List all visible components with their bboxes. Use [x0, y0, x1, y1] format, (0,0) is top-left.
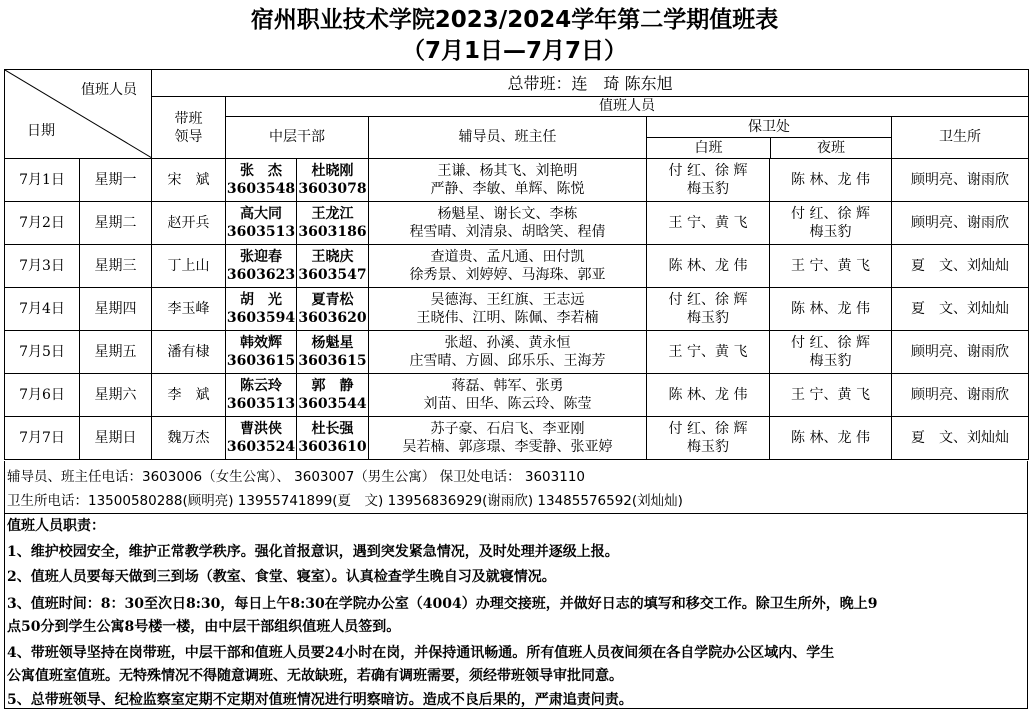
row-day-shift-line-2: 梅玉豹	[687, 439, 729, 455]
row-night-shift-line-2: 梅玉豹	[809, 353, 852, 369]
row-cadre-1-line-2: 3603623	[226, 267, 296, 283]
row-cadre-2	[297, 202, 369, 245]
row-cadre-1-line-2: 3603548	[226, 181, 296, 197]
row-clinic	[892, 202, 1029, 245]
row-date	[5, 159, 80, 202]
row-cadre-1	[226, 288, 297, 331]
row-clinic	[892, 159, 1029, 202]
duties-heading: 值班人员职责：	[7, 518, 105, 534]
row-counselors-line-2: 徐秀景、刘婷婷、马海珠、郭亚	[409, 267, 606, 283]
row-date	[5, 331, 80, 374]
row-cadre-2	[297, 374, 369, 417]
row-night-shift-line-1: 付 红、徐 辉	[791, 335, 870, 351]
row-date-line-1: 7月6日	[19, 387, 65, 403]
row-counselors-line-2: 程雪晴、刘清泉、胡晗笑、程倩	[409, 224, 606, 240]
row-cadre-1-line-1: 韩效辉	[240, 335, 282, 351]
row-day-shift-line-1: 付 红、徐 辉	[668, 163, 748, 179]
row-cadre-1	[226, 417, 297, 460]
row-counselors-line-1: 杨魁星、谢长文、李栋	[437, 206, 578, 222]
row-weekday-line-1: 星期一	[94, 172, 137, 188]
row-counselors	[369, 417, 647, 460]
row-day-shift	[647, 331, 770, 374]
row-cadre-1-line-1: 张迎春	[240, 249, 282, 265]
row-cadre-1-line-1: 陈云玲	[240, 378, 282, 394]
row-cadre-1-line-1: 高大同	[240, 206, 282, 222]
row-counselors-line-2: 吴若楠、郭彦璟、李雯静、张亚婷	[402, 439, 613, 455]
row-counselors-line-2: 王晓伟、江明、陈佩、李若楠	[416, 310, 599, 326]
duty-row	[5, 331, 1029, 374]
row-clinic-line-1: 夏 文、刘灿灿	[911, 430, 1010, 446]
row-date-line-1: 7月7日	[19, 430, 65, 446]
row-night-shift	[770, 417, 892, 460]
row-cadre-2-line-2: 3603544	[298, 396, 367, 412]
row-weekday-line-1: 星期二	[94, 215, 137, 231]
row-cadre-1	[226, 159, 297, 202]
row-day-shift	[647, 374, 770, 417]
duty-row	[5, 288, 1029, 331]
row-counselors-line-1: 张超、孙溪、黄永恒	[444, 335, 571, 351]
header-leader: 带班领导	[152, 97, 226, 159]
row-leader-line-1: 赵开兵	[167, 215, 210, 231]
header-clinic: 卫生所	[892, 117, 1029, 159]
row-night-shift-line-1: 付 红、徐 辉	[791, 206, 870, 222]
row-weekday	[80, 288, 152, 331]
row-date	[5, 374, 80, 417]
row-day-shift	[647, 245, 770, 288]
row-leader	[152, 374, 226, 417]
header-middle-cadre: 中层干部	[226, 117, 369, 159]
row-weekday	[80, 374, 152, 417]
row-day-shift-line-1: 王 宁、黄 飞	[668, 344, 748, 360]
row-leader	[152, 245, 226, 288]
header-diagonal-cell	[5, 70, 152, 159]
row-weekday-line-1: 星期三	[94, 258, 137, 274]
row-night-shift-line-1: 陈 林、龙 伟	[791, 430, 870, 446]
row-day-shift-line-1: 付 红、徐 辉	[668, 292, 748, 308]
row-cadre-1-line-1: 曹洪侠	[240, 421, 282, 437]
row-cadre-2-line-2: 3603610	[298, 439, 367, 455]
row-day-shift-line-1: 陈 林、龙 伟	[668, 387, 748, 403]
row-cadre-2-line-2: 3603186	[298, 224, 367, 240]
row-cadre-2	[297, 417, 369, 460]
row-weekday-line-1: 星期六	[94, 387, 137, 403]
title-block	[0, 0, 1029, 70]
row-weekday-line-1: 星期五	[94, 344, 137, 360]
row-weekday-line-1: 星期四	[94, 301, 137, 317]
row-night-shift-line-1: 陈 林、龙 伟	[791, 172, 870, 188]
row-cadre-2-line-1: 杜晓刚	[311, 163, 354, 179]
row-leader-line-1: 宋 斌	[167, 172, 210, 188]
general-leader: 总带班：连 琦 陈东旭	[152, 70, 1029, 97]
row-day-shift-line-1: 王 宁、黄 飞	[668, 215, 748, 231]
row-cadre-1-line-2: 3603513	[226, 396, 296, 412]
row-night-shift	[770, 202, 892, 245]
row-leader-line-1: 李 斌	[167, 387, 210, 403]
row-date	[5, 202, 80, 245]
row-clinic	[892, 374, 1029, 417]
duty-row	[5, 374, 1029, 417]
header-duty-staff: 值班人员	[226, 97, 1029, 117]
row-cadre-1-line-2: 3603615	[226, 353, 296, 369]
row-cadre-2	[297, 159, 369, 202]
row-cadre-1	[226, 331, 297, 374]
row-date	[5, 288, 80, 331]
row-counselors	[369, 159, 647, 202]
row-date	[5, 417, 80, 460]
duty-item-3: 3、值班时间：8：30至次日8:30，每日上午8:30在学院办公室（4004）办理交接班，并做好日志的填写和移交工作。除卫生所外，晚上9	[7, 596, 878, 612]
sheet-date-range: （7月1日—7月7日）	[401, 38, 627, 64]
row-weekday	[80, 417, 152, 460]
row-clinic-line-1: 顾明亮、谢雨欣	[911, 387, 1010, 403]
row-cadre-2-line-1: 郭 静	[311, 378, 354, 394]
row-cadre-1-line-2: 3603524	[226, 439, 296, 455]
row-night-shift-line-1: 王 宁、黄 飞	[791, 258, 870, 274]
row-leader-line-1: 李玉峰	[167, 301, 210, 317]
row-day-shift	[647, 417, 770, 460]
row-clinic-line-1: 夏 文、刘灿灿	[911, 258, 1010, 274]
row-leader	[152, 159, 226, 202]
row-clinic	[892, 331, 1029, 374]
row-leader	[152, 202, 226, 245]
duty-item-3-cont: 点50分到学生公寓8号楼一楼，由中层干部组织值班人员签到。	[7, 619, 401, 635]
row-night-shift-line-1: 王 宁、黄 飞	[791, 387, 870, 403]
row-weekday	[80, 245, 152, 288]
row-day-shift	[647, 288, 770, 331]
row-day-shift	[647, 202, 770, 245]
row-counselors-line-1: 吴德海、王红旗、王志远	[430, 292, 585, 308]
row-cadre-1-line-2: 3603594	[226, 310, 296, 326]
clinic-phones: 卫生所电话：13500580288(顾明亮) 13955741899(夏 文) 13956836929(谢雨欣) 13485576592(刘灿灿)	[7, 493, 683, 509]
duty-item-4-cont: 公寓值班室值班。无特殊情况不得随意调班、无故缺班，若确有调班需要，须经带班领导审批同意。	[7, 668, 623, 684]
row-night-shift	[770, 245, 892, 288]
row-date-line-1: 7月4日	[19, 301, 65, 317]
row-cadre-1	[226, 245, 297, 288]
row-cadre-1-line-2: 3603513	[226, 224, 296, 240]
row-cadre-2-line-1: 夏青松	[311, 292, 354, 308]
row-date-line-1: 7月1日	[19, 172, 65, 188]
row-weekday	[80, 331, 152, 374]
duty-row	[5, 202, 1029, 245]
night-shift-label: 夜班	[817, 140, 845, 156]
counselor-security-phones: 辅导员、班主任电话：3603006（女生公寓）、 3603007（男生公寓） 保卫处电话： 3603110	[7, 469, 585, 485]
row-leader-line-1: 丁上山	[167, 258, 210, 274]
row-day-shift-line-1: 陈 林、龙 伟	[668, 258, 748, 274]
duty-row	[5, 159, 1029, 202]
row-counselors-line-2: 庄雪晴、方圆、邱乐乐、王海芳	[409, 353, 606, 369]
duty-item-4: 4、带班领导坚持在岗带班，中层干部和值班人员要24小时在岗，并保持通讯畅通。所有值班人员夜间须在各自学院办公区域内、学生	[7, 645, 835, 661]
header-security	[647, 117, 892, 159]
header-duty-staff-label: 值班人员	[81, 82, 137, 98]
row-leader-line-1: 潘有棣	[167, 344, 210, 360]
row-cadre-2	[297, 288, 369, 331]
row-clinic	[892, 288, 1029, 331]
row-leader-line-1: 魏万杰	[167, 430, 210, 446]
row-night-shift-line-2: 梅玉豹	[809, 224, 852, 240]
row-cadre-2-line-1: 杨魁星	[311, 335, 354, 351]
row-day-shift-line-2: 梅玉豹	[687, 181, 729, 197]
row-cadre-2-line-2: 3603615	[298, 353, 367, 369]
duty-item-5: 5、总带班领导、纪检监察室定期不定期对值班情况进行明察暗访。造成不良后果的，严肃追责问责。	[7, 692, 633, 708]
row-weekday-line-1: 星期日	[94, 430, 137, 446]
day-shift-label: 白班	[647, 138, 771, 158]
row-counselors-line-2: 刘苗、田华、陈云玲、陈莹	[423, 396, 592, 412]
duty-table	[4, 69, 1029, 460]
row-clinic	[892, 245, 1029, 288]
row-cadre-2-line-2: 3603078	[298, 181, 367, 197]
duty-row	[5, 245, 1029, 288]
row-cadre-2-line-2: 3603620	[298, 310, 367, 326]
row-leader	[152, 331, 226, 374]
row-night-shift	[770, 159, 892, 202]
duty-row	[5, 417, 1029, 460]
row-clinic	[892, 417, 1029, 460]
row-date	[5, 245, 80, 288]
row-leader	[152, 288, 226, 331]
row-date-line-1: 7月3日	[19, 258, 65, 274]
security-label: 保卫处	[647, 117, 891, 138]
row-counselors	[369, 331, 647, 374]
row-clinic-line-1: 顾明亮、谢雨欣	[911, 215, 1010, 231]
header-date-label: 日期	[27, 123, 55, 139]
row-counselors	[369, 374, 647, 417]
row-cadre-2	[297, 331, 369, 374]
row-counselors-line-1: 查道贵、孟凡通、田付凯	[430, 249, 585, 265]
row-cadre-2	[297, 245, 369, 288]
row-cadre-2-line-2: 3603547	[298, 267, 367, 283]
row-counselors-line-1: 蒋磊、韩军、张勇	[451, 378, 564, 394]
row-clinic-line-1: 夏 文、刘灿灿	[911, 301, 1010, 317]
sheet-title: 宿州职业技术学院2023/2024学年第二学期值班表	[250, 7, 779, 33]
row-counselors-line-2: 严静、李敏、单辉、陈悦	[430, 181, 585, 197]
row-night-shift-line-1: 陈 林、龙 伟	[791, 301, 870, 317]
row-cadre-1-line-1: 胡 光	[240, 292, 282, 308]
row-cadre-1-line-1: 张 杰	[240, 163, 282, 179]
row-leader	[152, 417, 226, 460]
row-cadre-2-line-1: 王龙江	[311, 206, 354, 222]
row-clinic-line-1: 顾明亮、谢雨欣	[911, 172, 1010, 188]
row-date-line-1: 7月5日	[19, 344, 65, 360]
row-counselors	[369, 245, 647, 288]
row-counselors-line-1: 王谦、杨其飞、刘艳明	[437, 163, 578, 179]
duty-item-2: 2、值班人员要每天做到三到场（教室、食堂、寝室）。认真检查学生晚自习及就寝情况。	[7, 569, 556, 585]
row-weekday	[80, 202, 152, 245]
row-counselors	[369, 288, 647, 331]
duty-responsibilities	[4, 514, 1028, 709]
row-day-shift	[647, 159, 770, 202]
duty-item-1: 1、维护校园安全，维护正常教学秩序。强化首报意识，遇到突发紧急情况，及时处理并逐级上报。	[7, 544, 619, 560]
row-day-shift-line-1: 付 红、徐 辉	[668, 421, 748, 437]
header-counselor: 辅导员、班主任	[369, 117, 647, 159]
row-cadre-2-line-1: 杜长强	[311, 421, 354, 437]
contact-phones	[4, 461, 1028, 514]
row-date-line-1: 7月2日	[19, 215, 65, 231]
row-night-shift	[770, 288, 892, 331]
row-cadre-1	[226, 202, 297, 245]
row-day-shift-line-2: 梅玉豹	[687, 310, 729, 326]
row-weekday	[80, 159, 152, 202]
row-night-shift	[770, 331, 892, 374]
row-clinic-line-1: 顾明亮、谢雨欣	[911, 344, 1010, 360]
row-counselors	[369, 202, 647, 245]
row-cadre-1	[226, 374, 297, 417]
row-cadre-2-line-1: 王晓庆	[311, 249, 354, 265]
row-counselors-line-1: 苏子豪、石启飞、李亚刚	[430, 421, 585, 437]
row-night-shift	[770, 374, 892, 417]
